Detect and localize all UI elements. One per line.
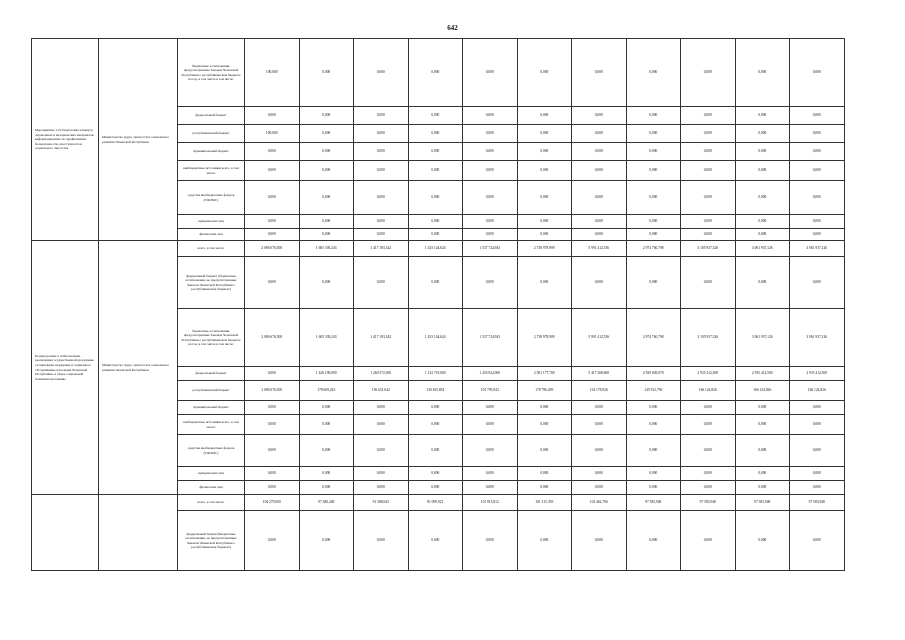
value-cell: 2 086 676,500 — [245, 309, 300, 367]
value-cell: 3 061 937,126 — [735, 309, 790, 367]
funding-source-cell: бюджетные ассигнования, предусмотренные Законом Чеченской Республики о республиканском бюджете на год, в том числе в том числе: — [178, 309, 245, 367]
value-cell: 0,000 — [354, 143, 409, 161]
value-cell: 3 061 937,126 — [735, 241, 790, 257]
executor-cell — [99, 495, 178, 571]
value-cell: 0,000 — [681, 229, 736, 241]
value-cell: 0,000 — [681, 435, 736, 467]
value-cell: 0,000 — [517, 467, 572, 481]
value-cell: 0,000 — [245, 229, 300, 241]
value-cell: 0,000 — [572, 415, 627, 435]
value-cell: 0,000 — [245, 367, 300, 381]
value-cell: 0,000 — [245, 415, 300, 435]
value-cell: 0,000 — [245, 143, 300, 161]
value-cell: 0,000 — [354, 401, 409, 415]
measure-name-cell — [32, 495, 99, 571]
value-cell: 104 279,000 — [245, 495, 300, 511]
value-cell: 0,000 — [626, 511, 681, 571]
value-cell: 0,000 — [790, 401, 845, 415]
value-cell: 0,000 — [790, 467, 845, 481]
value-cell: 0,000 — [626, 415, 681, 435]
value-cell: 0,000 — [517, 435, 572, 467]
value-cell: 0,000 — [681, 125, 736, 143]
value-cell: 0,000 — [681, 143, 736, 161]
value-cell: 0,000 — [572, 39, 627, 107]
value-cell: 5 417 268,600 — [572, 367, 627, 381]
value-cell: 0,000 — [408, 125, 463, 143]
value-cell: 1 260 572,300 — [354, 367, 409, 381]
value-cell: 0,000 — [299, 401, 354, 415]
value-cell: 2 974 760,798 — [626, 241, 681, 257]
funding-source-cell: всего, в том числе: — [178, 241, 245, 257]
value-cell: 0,000 — [517, 161, 572, 181]
value-cell: 1 605 339,243 — [299, 309, 354, 367]
value-cell: 2 935 412,500 — [735, 367, 790, 381]
value-cell: 0,000 — [463, 511, 518, 571]
value-cell: 0,000 — [408, 435, 463, 467]
value-cell: 0,000 — [408, 467, 463, 481]
value-cell: 0,000 — [517, 125, 572, 143]
value-cell: 0,000 — [572, 215, 627, 229]
value-cell: 0,000 — [735, 229, 790, 241]
value-cell: 0,000 — [681, 39, 736, 107]
funding-source-cell: федеральный бюджет(бюджетные ассигнования, не предусмотренные Законом Чеченской Республики о республиканском бюджете) — [178, 511, 245, 571]
value-cell: 0,000 — [626, 401, 681, 415]
value-cell: 0,000 — [735, 401, 790, 415]
value-cell: 0,000 — [299, 107, 354, 125]
value-cell: 178 669,243 — [299, 381, 354, 401]
value-cell: 0,000 — [354, 467, 409, 481]
value-cell: 2 974 760,798 — [626, 309, 681, 367]
value-cell: 0,000 — [790, 143, 845, 161]
measure-name-cell: Мероприятие 1.10 Подготовка и выпуск справочных и методических материалов, информационных по профилактике безнадзорности, преступности и социального сиротства — [32, 39, 99, 241]
value-cell: 0,000 — [245, 215, 300, 229]
value-cell: 0,000 — [299, 215, 354, 229]
value-cell: 0,000 — [354, 481, 409, 495]
value-cell: 0,000 — [408, 107, 463, 125]
value-cell: 0,000 — [245, 257, 300, 309]
value-cell: 0,000 — [626, 125, 681, 143]
value-cell: 0,000 — [354, 161, 409, 181]
value-cell: 0,000 — [463, 257, 518, 309]
table-row — [32, 495, 845, 511]
value-cell: 0,000 — [572, 107, 627, 125]
value-cell: 0,000 — [681, 107, 736, 125]
value-cell: 0,000 — [245, 511, 300, 571]
value-cell: 0,000 — [735, 435, 790, 467]
value-cell: 134 178,926 — [572, 381, 627, 401]
value-cell: 0,000 — [299, 181, 354, 215]
value-cell: 0,000 — [463, 125, 518, 143]
value-cell: 0,000 — [408, 401, 463, 415]
value-cell: 0,000 — [354, 125, 409, 143]
value-cell: 1 417 183,342 — [354, 241, 409, 257]
value-cell: 145 532,796 — [626, 381, 681, 401]
funding-source-cell: бюджетные ассигнования, предусмотренные Законом Чеченской Республики о республиканском бюджете на год, в том числе в том числе: — [178, 39, 245, 107]
value-cell: 0,000 — [245, 107, 300, 125]
value-cell: 0,000 — [735, 181, 790, 215]
value-cell: 91 388,043 — [354, 495, 409, 511]
value-cell: 100,000 — [245, 39, 300, 107]
value-cell: 5 991 412,536 — [572, 309, 627, 367]
value-cell: 0,000 — [572, 143, 627, 161]
funding-source-cell: средства внебюджетных фондов (ТФОМС) — [178, 435, 245, 467]
value-cell: 0,000 — [245, 481, 300, 495]
value-cell: 0,000 — [681, 215, 736, 229]
value-cell: 0,000 — [463, 107, 518, 125]
value-cell: 0,000 — [408, 511, 463, 571]
value-cell: 0,000 — [735, 39, 790, 107]
value-cell: 1 433 144,624 — [408, 241, 463, 257]
value-cell: 0,000 — [681, 511, 736, 571]
value-cell: 1 426 190,000 — [299, 367, 354, 381]
value-cell: 0,000 — [790, 161, 845, 181]
value-cell: 1 537 724,943 — [463, 241, 518, 257]
value-cell: 100,000 — [245, 125, 300, 143]
table-row — [32, 241, 845, 257]
value-cell: 0,000 — [299, 481, 354, 495]
funding-source-cell: всего, в том числе: — [178, 495, 245, 511]
value-cell: 0,000 — [572, 511, 627, 571]
value-cell: 0,000 — [299, 435, 354, 467]
value-cell: 81 099,921 — [408, 495, 463, 511]
value-cell: 0,000 — [626, 143, 681, 161]
value-cell: 0,000 — [572, 161, 627, 181]
value-cell: 0,000 — [463, 467, 518, 481]
value-cell: 0,000 — [626, 181, 681, 215]
value-cell: 0,000 — [299, 415, 354, 435]
value-cell: 0,000 — [463, 435, 518, 467]
value-cell: 0,000 — [299, 125, 354, 143]
value-cell: 0,000 — [735, 467, 790, 481]
funding-source-cell: федеральный бюджет — [178, 107, 245, 125]
value-cell: 103 462,796 — [572, 495, 627, 511]
funding-source-cell: федеральный бюджет (бюджетные ассигнования, не предусмотренные Законом Чеченской Республики о республиканском бюджете) — [178, 257, 245, 309]
value-cell: 166 124,826 — [790, 381, 845, 401]
funding-source-cell: физических лиц — [178, 481, 245, 495]
value-cell: 0,000 — [408, 39, 463, 107]
value-cell: 0,000 — [517, 481, 572, 495]
value-cell: 2 738 978,909 — [517, 241, 572, 257]
value-cell: 0,000 — [572, 125, 627, 143]
value-cell: 97 380,430 — [299, 495, 354, 511]
value-cell: 0,000 — [735, 257, 790, 309]
value-cell: 0,000 — [408, 481, 463, 495]
value-cell: 0,000 — [408, 181, 463, 215]
value-cell: 0,000 — [354, 107, 409, 125]
value-cell: 0,000 — [408, 215, 463, 229]
funding-source-cell: юридических лиц — [178, 215, 245, 229]
value-cell: 97 583,948 — [626, 495, 681, 511]
value-cell: 0,000 — [681, 467, 736, 481]
value-cell: 101 915,812 — [463, 495, 518, 511]
value-cell: 0,000 — [572, 435, 627, 467]
value-cell: 0,000 — [681, 415, 736, 435]
value-cell: 101 315,359 — [517, 495, 572, 511]
funding-source-cell: муниципальный бюджет — [178, 401, 245, 415]
value-cell: 0,000 — [299, 229, 354, 241]
value-cell: 0,000 — [245, 467, 300, 481]
value-cell: 0,000 — [790, 107, 845, 125]
value-cell: 0,000 — [626, 257, 681, 309]
value-cell: 0,000 — [517, 39, 572, 107]
measure-name-cell: Подпрограмма 2 «Обеспечение реализации государственной программы «Социальная поддержка и социальное обслуживание населения Чеченской Республики» в сфере социальной политики населения» — [32, 241, 99, 495]
value-cell: 0,000 — [299, 161, 354, 181]
value-cell: 0,000 — [517, 143, 572, 161]
value-cell: 0,000 — [299, 257, 354, 309]
funding-source-cell: физических лиц — [178, 229, 245, 241]
executor-cell: Министерство труда, занятости и социального развития Чеченской Республики — [99, 241, 178, 495]
value-cell: 2 929 049,070 — [626, 367, 681, 381]
value-cell: 0,000 — [463, 161, 518, 181]
value-cell: 0,000 — [517, 511, 572, 571]
value-cell: 0,000 — [245, 161, 300, 181]
value-cell: 0,000 — [735, 215, 790, 229]
value-cell: 0,000 — [408, 143, 463, 161]
value-cell: 0,000 — [790, 125, 845, 143]
value-cell: 0,000 — [354, 511, 409, 571]
value-cell: 0,000 — [517, 215, 572, 229]
value-cell: 166 124,826 — [681, 381, 736, 401]
funding-source-cell: республиканский бюджет — [178, 381, 245, 401]
value-cell: 0,000 — [790, 415, 845, 435]
value-cell: 1 132 719,000 — [408, 367, 463, 381]
value-cell: 3 061 937,126 — [790, 241, 845, 257]
value-cell: 0,000 — [408, 415, 463, 435]
value-cell: 0,000 — [517, 257, 572, 309]
funding-source-cell: республиканский бюджет — [178, 125, 245, 143]
value-cell: 0,000 — [735, 125, 790, 143]
value-cell: 0,000 — [572, 257, 627, 309]
value-cell: 0,000 — [517, 107, 572, 125]
value-cell: 1 537 724,943 — [463, 309, 518, 367]
value-cell: 0,000 — [299, 39, 354, 107]
value-cell: 0,000 — [626, 467, 681, 481]
value-cell: 0,000 — [354, 39, 409, 107]
value-cell: 1 433 144,624 — [408, 309, 463, 367]
value-cell: 0,000 — [463, 39, 518, 107]
value-cell: 0,000 — [572, 229, 627, 241]
value-cell: 0,000 — [681, 481, 736, 495]
table-row — [32, 39, 845, 107]
value-cell: 2 935 412,500 — [681, 367, 736, 381]
value-cell: 101 795,943 — [463, 381, 518, 401]
value-cell: 0,000 — [245, 435, 300, 467]
value-cell: 0,000 — [626, 435, 681, 467]
value-cell: 0,000 — [626, 161, 681, 181]
value-cell: 0,000 — [517, 181, 572, 215]
value-cell: 0,000 — [790, 215, 845, 229]
value-cell: 0,000 — [572, 467, 627, 481]
value-cell: 0,000 — [681, 181, 736, 215]
value-cell: 0,000 — [626, 229, 681, 241]
value-cell: 0,000 — [790, 181, 845, 215]
value-cell: 0,000 — [790, 229, 845, 241]
value-cell: 0,000 — [790, 481, 845, 495]
value-cell: 0,000 — [354, 229, 409, 241]
value-cell: 0,000 — [626, 481, 681, 495]
value-cell: 2 086 676,500 — [245, 381, 300, 401]
value-cell: 0,000 — [408, 161, 463, 181]
value-cell: 0,000 — [681, 257, 736, 309]
value-cell: 3 061 937,126 — [790, 309, 845, 367]
value-cell: 0,000 — [354, 415, 409, 435]
value-cell: 0,000 — [517, 401, 572, 415]
value-cell: 0,000 — [517, 415, 572, 435]
value-cell: 0,000 — [354, 215, 409, 229]
value-cell: 3 105 937,326 — [681, 241, 736, 257]
budget-table — [31, 38, 845, 571]
value-cell: 0,000 — [463, 415, 518, 435]
value-cell: 0,000 — [463, 181, 518, 215]
value-cell: 0,000 — [299, 467, 354, 481]
value-cell: 0,000 — [408, 257, 463, 309]
value-cell: 0,000 — [245, 181, 300, 215]
value-cell: 0,000 — [626, 39, 681, 107]
executor-cell: Министерство труда, занятости и социального развития Чеченской Республики — [99, 39, 178, 241]
value-cell: 130 165,854 — [408, 381, 463, 401]
value-cell: 0,000 — [735, 481, 790, 495]
value-cell: 0,000 — [572, 181, 627, 215]
funding-source-cell: федеральный бюджет — [178, 367, 245, 381]
value-cell: 0,000 — [299, 143, 354, 161]
funding-source-cell: внебюджетные источники всего, в том числе: — [178, 161, 245, 181]
value-cell: 0,000 — [735, 143, 790, 161]
value-cell: 0,000 — [626, 107, 681, 125]
value-cell: 1 605 339,243 — [299, 241, 354, 257]
funding-source-cell: юридических лиц — [178, 467, 245, 481]
value-cell: 0,000 — [299, 511, 354, 571]
value-cell: 0,000 — [463, 215, 518, 229]
value-cell: 2 581 177,700 — [517, 367, 572, 381]
value-cell: 97 583,948 — [681, 495, 736, 511]
value-cell: 0,000 — [354, 435, 409, 467]
value-cell: 166 124,826 — [735, 381, 790, 401]
page-number: 642 — [447, 24, 458, 32]
value-cell: 2 935 412,500 — [790, 367, 845, 381]
value-cell: 0,000 — [790, 39, 845, 107]
value-cell: 0,000 — [517, 229, 572, 241]
value-cell: 0,000 — [354, 257, 409, 309]
value-cell: 2 086 676,500 — [245, 241, 300, 257]
value-cell: 0,000 — [681, 161, 736, 181]
value-cell: 3 105 937,326 — [681, 309, 736, 367]
value-cell: 0,000 — [408, 229, 463, 241]
value-cell: 97 583,948 — [790, 495, 845, 511]
value-cell: 0,000 — [790, 511, 845, 571]
value-cell: 0,000 — [572, 401, 627, 415]
value-cell: 0,000 — [735, 161, 790, 181]
value-cell: 0,000 — [463, 481, 518, 495]
value-cell: 0,000 — [463, 229, 518, 241]
funding-source-cell: средства внебюджетных фондов (ТФОМС) — [178, 181, 245, 215]
value-cell: 0,000 — [463, 143, 518, 161]
value-cell: 0,000 — [735, 511, 790, 571]
value-cell: 0,000 — [735, 107, 790, 125]
value-cell: 5 991 412,536 — [572, 241, 627, 257]
value-cell: 97 583,948 — [735, 495, 790, 511]
funding-source-cell: внебюджетные источники всего, в том числе: — [178, 415, 245, 435]
value-cell: 0,000 — [354, 181, 409, 215]
value-cell: 0,000 — [572, 481, 627, 495]
value-cell: 0,000 — [790, 257, 845, 309]
value-cell: 0,000 — [681, 401, 736, 415]
value-cell: 0,000 — [735, 415, 790, 435]
value-cell: 0,000 — [245, 401, 300, 415]
value-cell: 0,000 — [790, 435, 845, 467]
value-cell: 156 631,042 — [354, 381, 409, 401]
value-cell: 1 417 183,342 — [354, 309, 409, 367]
value-cell: 2 738 978,909 — [517, 309, 572, 367]
value-cell: 1 435 922,000 — [463, 367, 518, 381]
value-cell: 0,000 — [626, 215, 681, 229]
funding-source-cell: муниципальный бюджет — [178, 143, 245, 161]
value-cell: 0,000 — [463, 401, 518, 415]
value-cell: 178 796,209 — [517, 381, 572, 401]
